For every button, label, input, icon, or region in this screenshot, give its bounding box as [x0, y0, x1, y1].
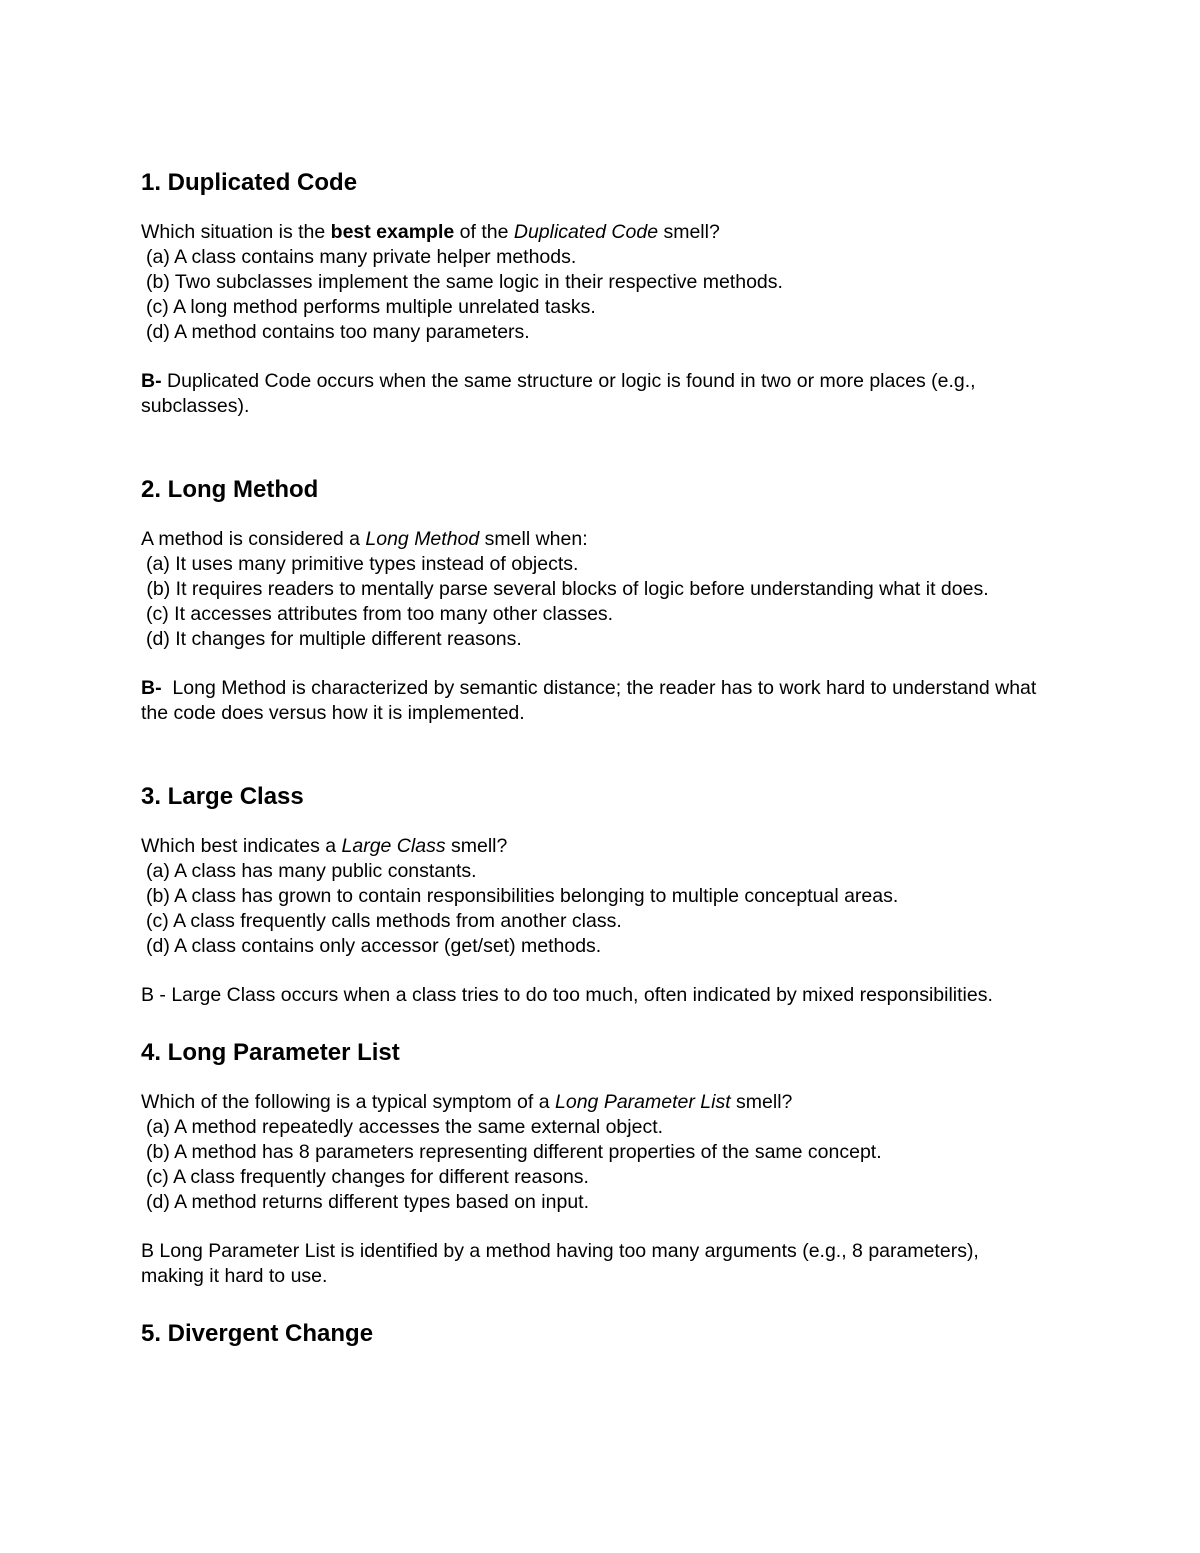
option-b-text: (b) It requires readers to mentally parse several blocks of logic before understanding what it does. [146, 578, 989, 600]
question-text-part: of the [454, 221, 514, 243]
answer-label: B- [141, 677, 162, 699]
question-text-part: smell when: [479, 528, 588, 550]
answer-explanation: B Long Parameter List is identified by a method having too many arguments (e.g., 8 parameters), making it hard to use. [141, 1240, 979, 1287]
answer-text: Long Method is characterized by semantic distance; the reader has to work hard to understand what the code does versus how it is implemented. [141, 677, 1042, 724]
section-heading: 1. Duplicated Code [141, 169, 358, 196]
section-heading: 4. Long Parameter List [141, 1039, 400, 1066]
question-text-part: smell? [730, 1091, 793, 1113]
option-d: (d) A method contains too many parameters. [146, 321, 530, 343]
question-text-part: Which best indicates a [141, 835, 342, 857]
question-smell-name: Long Method [365, 528, 480, 550]
option-c: (c) It accesses attributes from too many other classes. [146, 603, 614, 625]
option-c: (c) A class frequently calls methods from another class. [146, 910, 622, 932]
section-spacer [141, 419, 1041, 475]
answer-explanation: B - Large Class occurs when a class tries to do too much, often indicated by mixed responsibilities. [141, 984, 993, 1006]
option-b: (b) A method has 8 parameters representing different properties of the same concept. [146, 1141, 882, 1163]
option-b: (b) Two subclasses implement the same logic in their respective methods. [146, 271, 783, 293]
question-smell-name: Duplicated Code [513, 221, 659, 243]
option-a: (a) A class contains many private helper methods. [146, 246, 577, 268]
section-heading: 5. Divergent Change [141, 1320, 374, 1347]
option-b: (b) A class has grown to contain responsibilities belonging to multiple conceptual areas. [146, 885, 899, 907]
section-divergent-change [141, 1319, 1041, 1349]
answer-explanation [141, 676, 1041, 726]
option-d: (d) It changes for multiple different reasons. [146, 628, 522, 650]
question-text [141, 1090, 1041, 1115]
question-text-part: smell? [445, 835, 508, 857]
question-text-part: A method is considered a [141, 528, 366, 550]
section-long-parameter-list [141, 1038, 1041, 1289]
question-text [141, 220, 1041, 245]
option-c: (c) A class frequently changes for different reasons. [146, 1166, 589, 1188]
question-emphasis: best example [330, 221, 455, 243]
section-spacer [141, 1008, 1041, 1038]
section-long-method [141, 475, 1041, 726]
section-heading: 3. Large Class [141, 783, 304, 810]
section-heading: 2. Long Method [141, 476, 319, 503]
answer-explanation [141, 369, 1041, 419]
option-a: (a) It uses many primitive types instead of objects. [146, 553, 579, 575]
option-c: (c) A long method performs multiple unrelated tasks. [146, 296, 596, 318]
question-text [141, 527, 1041, 552]
question-text-part: smell? [658, 221, 720, 243]
option-a: (a) A method repeatedly accesses the same external object. [146, 1116, 664, 1138]
question-smell-name: Long Parameter List [555, 1091, 731, 1113]
option-d: (d) A method returns different types based on input. [146, 1191, 589, 1213]
answer-text: Duplicated Code occurs when the same structure or logic is found in two or more places (e.g., subclasses). [141, 370, 976, 417]
section-large-class [141, 782, 1041, 1008]
option-d: (d) A class contains only accessor (get/set) methods. [146, 935, 602, 957]
section-duplicated-code [141, 168, 1041, 419]
option-b [141, 577, 1041, 602]
answer-label: B- [141, 370, 162, 392]
section-spacer [141, 1289, 1041, 1319]
question-text-part: Which situation is the [141, 221, 331, 243]
document-body [141, 168, 1041, 1371]
option-a: (a) A class has many public constants. [146, 860, 477, 882]
question-text [141, 834, 1041, 859]
question-text-part: Which of the following is a typical symptom of a [141, 1091, 556, 1113]
section-spacer [141, 726, 1041, 782]
question-smell-name: Large Class [341, 835, 446, 857]
